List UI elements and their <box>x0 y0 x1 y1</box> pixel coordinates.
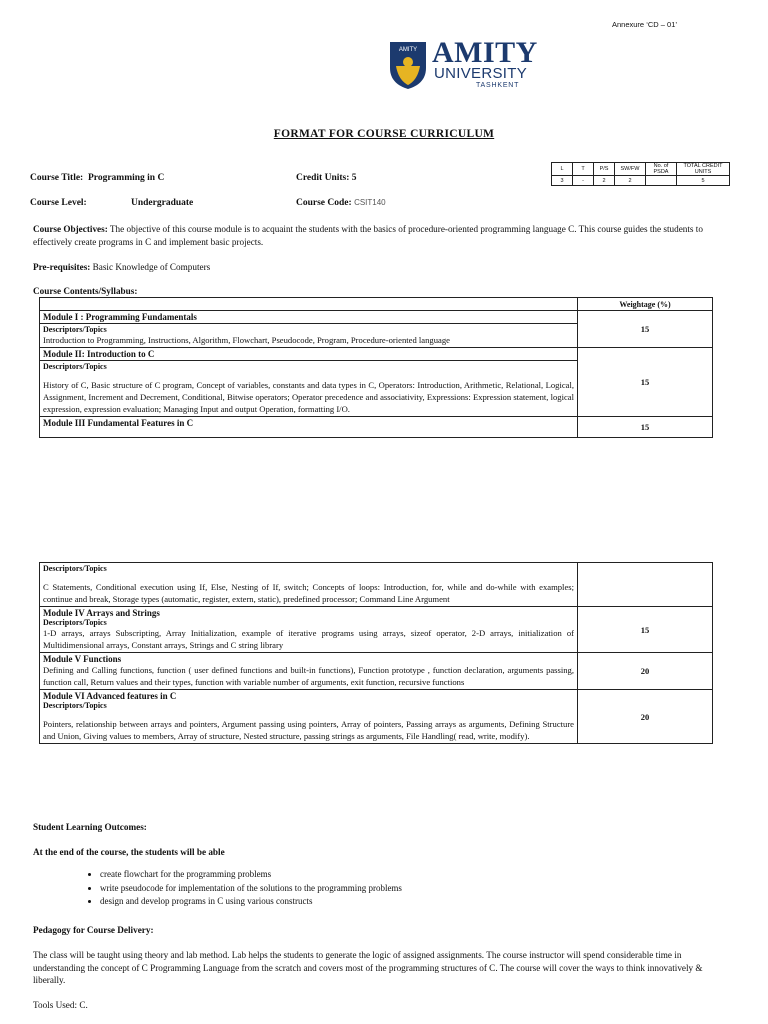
descriptor-label: Descriptors/Topics <box>43 325 107 334</box>
page-title: FORMAT FOR COURSE CURRICULUM <box>273 128 495 140</box>
credits-header: SW/FW <box>615 163 646 176</box>
module-topics: History of C, Basic structure of C program, Concept of variables, constants and data types in C, Operators: Introduction, Arithmetic, Relational, Logical, Assignment, Increment and Decrement, Conditional, Bitwise operators; Operator precedence and associativity, Expressions: Expression statement, logical expression, expression evaluation; Managing Input and output Operation, formatting I/O. <box>43 380 574 414</box>
credits-table <box>551 162 730 186</box>
credits-header: No. of PSDA <box>646 163 677 176</box>
prerequisites <box>33 261 733 274</box>
descriptor-label: Descriptors/Topics <box>43 564 107 573</box>
credits-value: 2 <box>615 176 646 186</box>
module-weight: 20 <box>578 690 713 744</box>
list-item: • write pseudocode for implementation of the solutions to the programming problems <box>100 882 402 896</box>
list-item: • create flowchart for the programming problems <box>100 868 402 882</box>
module-weight-blank <box>578 563 713 607</box>
credits-value <box>646 176 677 186</box>
module-topics: Introduction to Programming, Instructions, Algorithm, Flowchart, Pseudocode, Program, Procedure-oriented language <box>43 335 450 345</box>
logo-name: AMITY <box>432 36 538 69</box>
prereq-text: Basic Knowledge of Computers <box>92 262 211 272</box>
credit-units <box>296 173 357 183</box>
course-level-label: Course Level: <box>30 198 87 208</box>
objectives-label: Course Objectives: <box>33 224 108 234</box>
descriptor-label: Descriptors/Topics <box>43 362 107 371</box>
module-row <box>40 348 713 417</box>
crest-icon <box>388 40 428 90</box>
credits-value: 3 <box>552 176 573 186</box>
credits-header: TOTAL CREDIT UNITS <box>677 163 730 176</box>
course-title <box>30 173 164 183</box>
outcomes-list <box>78 868 402 909</box>
course-code-label: Course Code: <box>296 198 352 208</box>
module-title: Module VI Advanced features in C <box>43 691 177 701</box>
module-row <box>40 311 713 348</box>
course-title-label: Course Title: <box>30 173 84 183</box>
outcomes-intro: At the end of the course, the students will be able <box>33 847 225 857</box>
module-title: Module III Fundamental Features in C <box>43 418 194 428</box>
credits-value: - <box>573 176 594 186</box>
pedagogy-text: The class will be taught using theory and lab method. Lab helps the students to generate the logic of assigned assignments. The course instructor will spend considerable time in understanding the concept of C Programming Language from the scratch and covers most of the programming structures of C. The course will cover the ways to think innovatively & liberally. <box>33 950 703 985</box>
logo-city: TASHKENT <box>476 82 520 89</box>
module-weight: 15 <box>578 417 713 438</box>
weightage-header: Weightage (%) <box>578 298 713 311</box>
descriptor-label: Descriptors/Topics <box>43 701 107 710</box>
credits-header: T <box>573 163 594 176</box>
syllabus-table-part1 <box>39 297 713 438</box>
module-topics: C Statements, Conditional execution using If, Else, Nesting of If, switch; Concepts of loops: Introduction, for, while and do-while with examples; continue and break, Storage types (automatic, register, extern, static), predefined processor; Command Line Argument <box>43 582 574 604</box>
syllabus-header-blank <box>40 298 578 311</box>
syllabus-table-part2 <box>39 562 713 744</box>
prereq-label: Pre-requisites: <box>33 262 91 272</box>
course-level-value: Undergraduate <box>131 198 194 208</box>
credits-header: P/S <box>594 163 615 176</box>
module-topics: Defining and Calling functions, function ( user defined functions and built-in functions), Function prototype , function declaration, arguments passing, function call, Return values and their types, function with variable number of arguments, exit function, recursive functions <box>43 665 574 687</box>
module-weight: 15 <box>578 348 713 417</box>
university-logo <box>388 36 538 94</box>
credits-value-row <box>552 176 730 186</box>
module-row <box>40 690 713 744</box>
outcomes-label: Student Learning Outcomes: <box>33 822 147 832</box>
module-row <box>40 563 713 607</box>
module-row <box>40 653 713 690</box>
objectives-text: The objective of this course module is to acquaint the students with the basics of procedure-oriented programming language C. This course guides the students to effectively create programs in C and implement basic projects. <box>33 224 703 247</box>
annexure-label: Annexure ‘CD – 01’ <box>612 20 678 29</box>
module-weight: 20 <box>578 653 713 690</box>
pedagogy-label: Pedagogy for Course Delivery: <box>33 925 154 935</box>
credits-header: L <box>552 163 573 176</box>
module-title: Module V Functions <box>43 654 122 664</box>
module-weight: 15 <box>578 607 713 653</box>
module-topics: 1-D arrays, arrays Subscripting, Array Initialization, example of iterative programs using arrays, sizeof operator, 2-D arrays, initialization of Multidimensional arrays, Constant arrays, Strings and C string library <box>43 628 574 650</box>
credit-units-label: Credit Units: 5 <box>296 173 357 183</box>
module-title: Module IV Arrays and Strings <box>43 608 160 618</box>
module-title: Module I : Programming Fundamentals <box>40 311 577 324</box>
list-item: • design and develop programs in C using various constructs <box>100 895 402 909</box>
course-contents: Course Contents/Syllabus: <box>33 286 138 296</box>
course-title-value: Programming in C <box>87 173 165 183</box>
logo-sub: UNIVERSITY <box>434 65 528 82</box>
course-code <box>296 198 386 208</box>
tools-used: Tools Used: C. <box>33 1000 88 1010</box>
module-row <box>40 417 713 438</box>
module-topics: Pointers, relationship between arrays and pointers, Argument passing using pointers, Array of pointers, Passing arrays as arguments, Defining Structure and Union, Giving values to members, Array of structure, Nested structure, passing strings as arguments, File Handling( read, write, modify). <box>43 719 574 741</box>
credits-value: 5 <box>677 176 730 186</box>
module-row <box>40 607 713 653</box>
credits-value: 2 <box>594 176 615 186</box>
syllabus-header-row <box>40 298 713 311</box>
course-objectives <box>33 223 733 248</box>
credits-header-row <box>552 163 730 176</box>
module-title: Module II: Introduction to C <box>40 348 577 361</box>
crest-text: AMITY <box>398 47 418 53</box>
descriptor-label: Descriptors/Topics <box>43 618 107 627</box>
course-code-value: CSIT140 <box>354 198 386 207</box>
module-weight: 15 <box>578 311 713 348</box>
